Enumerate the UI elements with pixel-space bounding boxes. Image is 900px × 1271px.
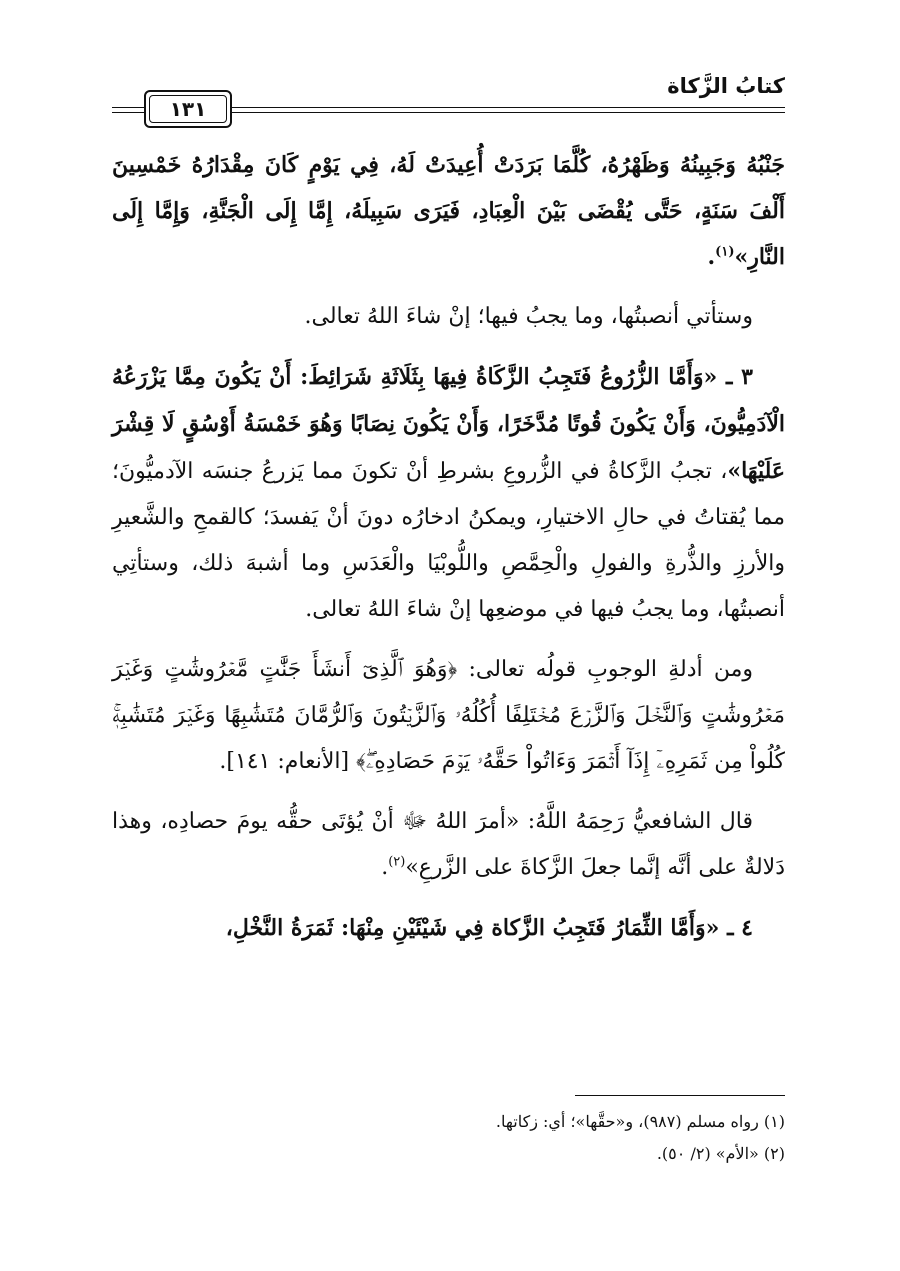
verse-citation: [الأنعام: ١٤١]. <box>219 749 357 774</box>
main-text <box>112 142 785 965</box>
page-number-frame <box>144 90 232 128</box>
shafii-quote: قال الشافعيُّ رَحِمَهُ اللَّهُ: «أمرَ اللهُ ﷻ أنْ يُؤتَى حقُّه يومَ حصادِه، وهذا دَلالةٌ على أنَّه إنَّما جعلَ الزَّكاةَ على الزَّرعِ» <box>112 809 785 880</box>
paragraph-hadith-continuation <box>112 142 785 280</box>
paragraph-note-nisab: وستأتي أنصبتُها، وما يجبُ فيها؛ إنْ شاءَ اللهُ تعالى. <box>304 304 753 329</box>
paragraph-evidence <box>112 647 785 785</box>
matn-crops: ٣ ـ «وَأَمَّا الزُّرُوعُ فَتَجِبُ الزَّكَاةُ فِيهَا بِثَلَاثَةِ شَرَائِطَ: أَنْ يَكُونَ مِمَّا يَزْرَعُهُ الْآدَمِيُّونَ، وَأَنْ يَكُونَ قُوتًا مُدَّخَرًا، وَأَنْ يَكُونَ نِصَابًا وَهُوَ خَمْسَةُ أَوْسُقٍ لَا قِشْرَ عَلَيْهَا» <box>112 364 785 484</box>
hadith-text: جَنْبُهُ وَجَبِينُهُ وَظَهْرُهُ، كُلَّمَا بَرَدَتْ أُعِيدَتْ لَهُ، فِي يَوْمٍ كَانَ مِقْدَارُهُ خَمْسِينَ أَلْفَ سَنَةٍ، حَتَّى يُقْضَى بَيْنَ الْعِبَادِ، فَيَرَى سَبِيلَهُ، إِمَّا إِلَى الْجَنَّةِ، وَإِمَّا إِلَى النَّارِ» <box>112 152 785 270</box>
quran-verse: ﴿وَهُوَ ٱلَّذِىٓ أَنشَأَ جَنَّٰتٍ مَّعۡرُوشَٰتٍ وَغَيۡرَ مَعۡرُوشَٰتٍ وَٱلنَّخۡلَ وَٱلزَّرۡعَ مُخۡتَلِفًا أُكُلُهُۥ وَٱلزَّيۡتُونَ وَٱلرُّمَّانَ مُتَشَٰبِهًا وَغَيۡرَ مُتَشَٰبِهٖۚ كُلُواْ مِن ثَمَرِهِۦٓ إِذَآ أَثۡمَرَ وَءَاتُواْ حَقَّهُۥ يَوۡمَ حَصَادِهِۦۖ﴾ <box>112 657 785 774</box>
paragraph-shafii <box>112 799 785 891</box>
footnote-ref-1: (١) <box>715 244 735 260</box>
sentence-end: . <box>381 855 389 880</box>
page-number: ١٣١ <box>149 95 227 123</box>
footnote-ref-2: (٢) <box>388 854 406 870</box>
footnotes <box>112 1095 785 1170</box>
paragraph-crops <box>112 354 785 633</box>
page-header <box>112 72 785 132</box>
footnote-1: (١) رواه مسلم (٩٨٧)، و«حقَّها»؛ أي: زكاتها. <box>495 1112 785 1131</box>
footnote-divider <box>575 1095 785 1096</box>
sentence-end: . <box>707 244 716 270</box>
footnote-2: (٢) «الأم» (٢/ ٥٠). <box>656 1144 785 1163</box>
evidence-intro: ومن أدلةِ الوجوبِ قولُه تعالى: <box>457 657 753 682</box>
paragraph-fruits: ٤ ـ «وَأَمَّا الثِّمَارُ فَتَجِبُ الزَّكاة فِي شَيْئَيْنِ مِنْهَا: ثَمَرَةُ النَّخْلِ، <box>225 915 753 941</box>
sharh-crops: ، تجبُ الزَّكاةُ في الزُّروعِ بشرطِ أنْ تكونَ مما يَزرعُ جنسَه الآدميُّونَ؛ مما يُقتاتُ في حالِ الاختيارِ، ويمكنُ ادخارُه دونَ أنْ يَفسدَ؛ كالقمحِ والشَّعيرِ والأرزِ والذُّرةِ والفولِ والْحِمَّصِ واللُّوبْيَا والْعَدَسِ وما أشبهَ ذلك، وستأتِي أنصبتُها، وما يجبُ فيها في موضعِها إنْ شاءَ اللهُ تعالى. <box>112 459 785 622</box>
chapter-title: كتابُ الزَّكاة <box>667 74 785 98</box>
